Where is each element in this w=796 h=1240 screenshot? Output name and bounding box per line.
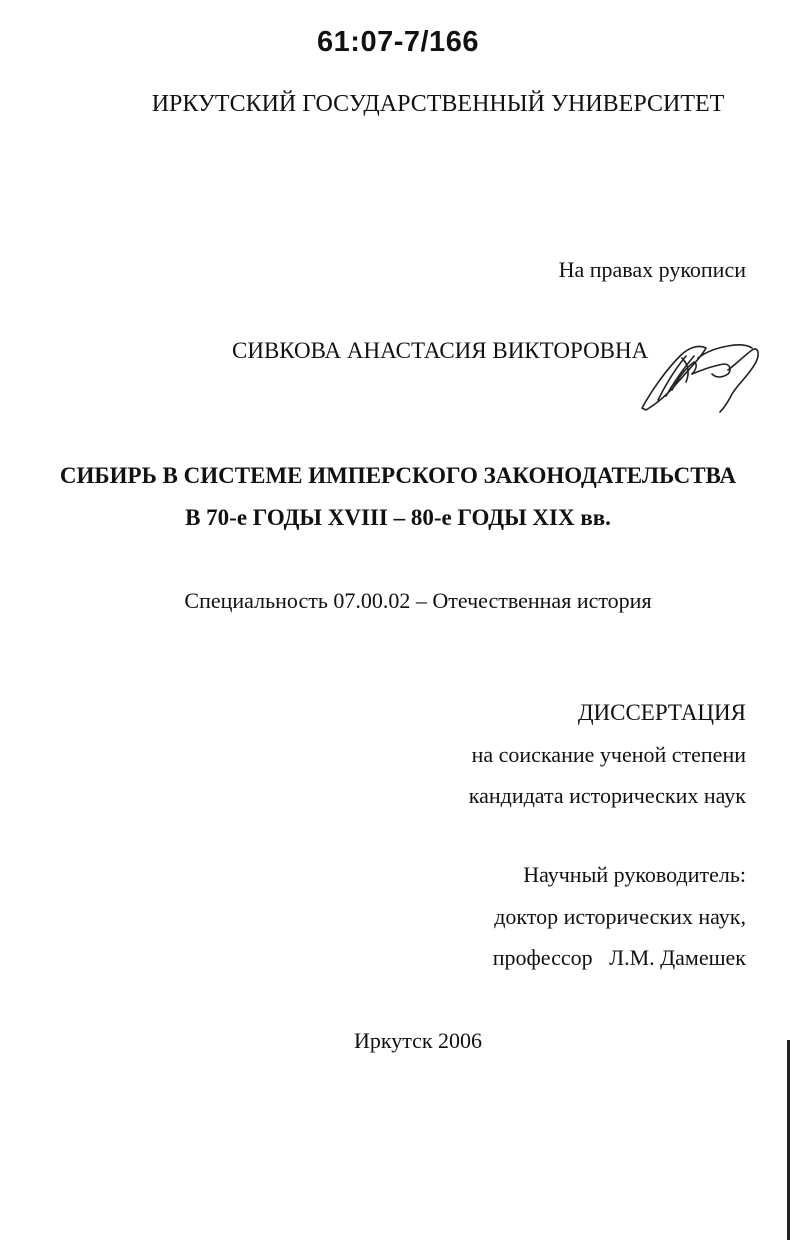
catalog-number: 61:07-7/166 xyxy=(317,26,479,58)
supervisor-name: профессор Л.М. Дамешек xyxy=(492,945,746,970)
degree-line-1: на соискание ученой степени xyxy=(471,742,746,767)
supervisor-degree: доктор исторических наук, xyxy=(494,904,746,929)
scan-edge-line xyxy=(787,1040,790,1240)
dissertation-heading: ДИССЕРТАЦИЯ xyxy=(577,700,746,725)
university-name: ИРКУТСКИЙ ГОСУДАРСТВЕННЫЙ УНИВЕРСИТЕТ xyxy=(151,91,725,117)
dissertation-title-line-1: СИБИРЬ В СИСТЕМЕ ИМПЕРСКОГО ЗАКОНОДАТЕЛЬСТВА xyxy=(59,463,737,488)
manuscript-rights-note: На правах рукописи xyxy=(558,257,746,282)
supervisor-label: Научный руководитель: xyxy=(523,862,746,887)
specialty: Специальность 07.00.02 – Отечественная история xyxy=(184,588,652,613)
dissertation-title-line-2: В 70-е ГОДЫ XVIII – 80-е ГОДЫ XIX вв. xyxy=(185,505,611,530)
degree-line-2: кандидата исторических наук xyxy=(468,783,746,808)
place-and-year: Иркутск 2006 xyxy=(353,1028,483,1053)
author-name: СИВКОВА АНАСТАСИЯ ВИКТОРОВНА xyxy=(232,338,649,363)
handwritten-signature xyxy=(632,334,762,416)
